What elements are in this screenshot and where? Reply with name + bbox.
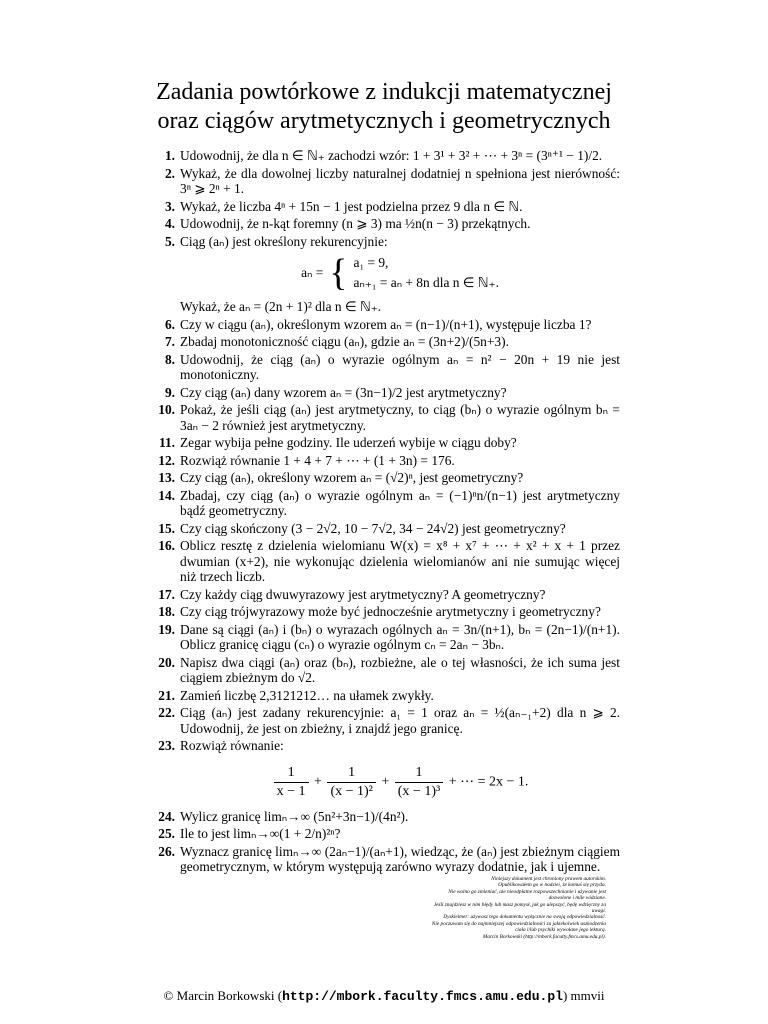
problem-12 [150,453,620,469]
numerator: 1 [274,764,309,783]
numerator: 1 [395,764,443,783]
problem-number: 17. [158,586,175,602]
copyright-line: Nie wolno go zmieniać, ale nieodpłatne rozpowszechnianie i używanie jest dozwolone i mile widziane. [448,888,606,902]
problem-text: Czy ciąg (aₙ) dany wzorem aₙ = (3n−1)/2 jest arytmetyczny? [180,384,507,400]
problem-16 [150,538,620,585]
title-line-2: oraz ciągów arytmetycznych i geometrycznych [157,108,611,134]
problem-number: 1. [164,148,175,163]
problem-number: 22. [158,705,175,720]
copyright-line: Marcin Borkowski (http://mbork.faculty.fmcs.amu.edu.pl). [482,933,606,940]
recurrence-formula [180,253,620,293]
problem-text: Zamień liczbę 2,3121212… na ułamek zwykły. [180,687,434,703]
problem-25 [150,826,620,842]
problem-text: Udowodnij, że ciąg (aₙ) o wyrazie ogólnym aₙ = n² − 20n + 19 nie jest monotoniczny. [180,351,620,382]
copyright-line: Nie poczuwam się do najmniejszej odpowiedzialności za jakiekolwiek uszkodzenia ciała i/lub psychiki wywołane jego lekturą. [431,920,606,934]
fraction-term-1 [274,764,309,801]
problem-18 [150,604,620,620]
fraction-term-3 [395,764,443,801]
problem-23 [150,738,620,801]
copyright-line: Jeśli znajdziesz w nim błędy lub masz pomysł, jak go ulepszyć, będę wdzięczny za uwagi. [433,901,606,915]
problem-number: 6. [164,316,175,332]
problem-text: Zegar wybija pełne godziny. Ile uderzeń wybije w ciągu doby? [180,435,517,450]
numerator: 1 [327,764,375,783]
problem-number: 8. [164,351,175,367]
title-line-1: Zadania powtórkowe z indukcji matematycznej [156,79,612,105]
problem-number: 23. [158,738,175,753]
fraction-term-2 [327,764,375,801]
copyright-notice [430,876,606,940]
problem-22 [150,705,620,736]
problem-text: Czy w ciągu (aₙ), określonym wzorem aₙ = (n−1)/(n+1), występuje liczba 1? [180,316,592,332]
problem-number: 4. [164,216,175,231]
denominator: x − 1 [276,783,306,799]
recurrence-case-1: a₁ = 9, [353,255,389,270]
problem-7 [150,334,620,350]
problem-text: Ile to jest limₙ→∞(1 + 2/n)²ⁿ? [180,826,341,841]
footer-prefix: © Marcin Borkowski ( [163,988,283,1003]
left-brace-icon: { [329,252,348,294]
series-tail: + ⋯ = 2x − 1. [448,774,529,790]
problem-text: Ciąg (aₙ) jest zadany rekurencyjnie: a₁ = 1 oraz aₙ = ½(aₙ₋₁+2) dla n ⩾ 2. Udowodnij, że jest on zbieżny, i znajdź jego granicę. [180,705,620,736]
problem-number: 13. [158,470,175,485]
problem-number: 21. [158,687,175,703]
problem-14 [150,488,620,519]
problem-number: 24. [158,808,175,824]
problem-text: Zbadaj monotoniczność ciągu (aₙ), gdzie aₙ = (3n+2)/(5n+3). [180,334,509,349]
problem-number: 9. [164,384,175,400]
series-equation: $\frac{1}{x - 1}$ + $\frac{1}{\text{(x − 1)²}}$ + $\frac{1}{\text{(x − 1)³}}$ + ⋯ = 2x − 1. [180,764,620,801]
problem-number: 15. [158,520,175,536]
problem-text: Napisz dwa ciągi (aₙ) oraz (bₙ), rozbieżne, ale o tej własności, że ich suma jest ciągiem zbieżnym do √2. [180,654,620,685]
problem-text: Zbadaj, czy ciąg (aₙ) o wyrazie ogólnym aₙ = (−1)ⁿn/(n−1) jest arytmetyczny bądź geometryczny. [180,487,620,518]
problem-11 [150,435,620,451]
recurrence-case-2: aₙ₊₁ = aₙ + 8n dla n ∈ ℕ₊. [353,275,499,290]
problem-19 [150,622,620,653]
problem-text: Rozwiąż równanie 1 + 4 + 7 + ⋯ + (1 + 3n) = 176. [180,452,455,468]
problem-number: 20. [158,654,175,670]
problem-text: Czy ciąg skończony (3 − 2√2, 10 − 7√2, 34 − 24√2) jest geometryczny? [180,520,566,536]
problem-text: Czy ciąg (aₙ), określony wzorem aₙ = (√2)ⁿ, jest geometryczny? [180,470,524,485]
problem-15 [150,521,620,537]
problem-text: Czy ciąg trójwyrazowy może być jednocześnie arytmetyczny i geometryczny? [180,604,601,619]
problem-number: 19. [158,621,175,637]
copyright-line: Niniejszy dokument jest chroniony prawem autorskim. [491,876,606,882]
page-footer [0,988,768,1004]
problem-number: 10. [158,402,175,417]
problem-number: 2. [164,165,175,181]
problem-number: 11. [159,435,175,450]
problem-list [150,148,620,877]
problem-17 [150,587,620,603]
problem-13 [150,470,620,486]
problem-text: Wylicz granicę limₙ→∞ (5n²+3n−1)/(4n²). [180,808,409,824]
problem-6 [150,317,620,333]
problem-5-claim: Wykaż, że aₙ = (2n + 1)² dla n ∈ ℕ₊. [180,299,382,314]
denominator: (x − 1)² [330,783,373,799]
problem-number: 3. [164,198,175,214]
problem-text: Rozwiąż równanie: [180,738,284,753]
problem-2 [150,166,620,197]
problem-10 [150,402,620,433]
problem-number: 7. [164,334,175,349]
problem-text: Wyznacz granicę limₙ→∞ (2aₙ−1)/(aₙ+1), wiedząc, że (aₙ) jest zbieżnym ciągiem geometrycznym, w którym występują zarówno wyrazy dodatnie, jak i ujemne. [180,843,620,874]
problem-24 [150,809,620,825]
footer-suffix: ) mmvii [562,988,605,1003]
problem-number: 26. [158,843,175,859]
problem-text: Pokaż, że jeśli ciąg (aₙ) jest arytmetyczny, to ciąg (bₙ) o wyrazie ogólnym bₙ = 3aₙ − 2 również jest arytmetyczny. [180,402,620,433]
problem-text: Wykaż, że liczba 4ⁿ + 15n − 1 jest podzielna przez 9 dla n ∈ ℕ. [180,198,523,214]
problem-number: 25. [158,826,175,841]
problem-text: Ciąg (aₙ) jest określony rekurencyjnie: [180,233,388,249]
denominator: (x − 1)³ [397,783,441,799]
problem-text: Udowodnij, że dla n ∈ ℕ₊ zachodzi wzór: 1 + 3¹ + 3² + ⋯ + 3ⁿ = (3ⁿ⁺¹ − 1)/2. [180,148,603,163]
copyright-line: Dyskleimer: używasz tego dokumentu wyłącznie na swoją odpowiedzialność. [443,914,606,921]
copyright-line: Opublikowałem go w nadziei, że komuś się przyda. [498,882,606,889]
problem-20 [150,655,620,686]
problem-26 [150,844,620,875]
problem-5 [150,234,620,315]
recurrence-lhs: aₙ = [301,265,324,281]
problem-4 [150,216,620,232]
problem-9 [150,385,620,401]
problem-text: Udowodnij, że n-kąt foremny (n ⩾ 3) ma ½n(n − 3) przekątnych. [180,216,531,231]
problem-text: Dane są ciągi (aₙ) i (bₙ) o wyrazach ogólnych aₙ = 3n/(n+1), bₙ = (2n−1)/(n+1). Oblicz granicę ciągu (cₙ) o wyrazie ogólnym cₙ = 2aₙ − 3bₙ. [180,621,620,652]
problem-number: 16. [158,538,175,553]
footer-url-link[interactable]: http://mbork.faculty.fmcs.amu.edu.pl [282,989,563,1004]
problem-21 [150,688,620,704]
problem-text: Czy każdy ciąg dwuwyrazowy jest arytmetyczny? A geometryczny? [180,586,546,602]
problem-8 [150,352,620,383]
problem-1 [150,148,620,164]
problem-number: 18. [158,604,175,619]
problem-text: Wykaż, że dla dowolnej liczby naturalnej dodatniej n spełniona jest nierówność: 3ⁿ ⩾ 2ⁿ + 1. [180,165,620,196]
problem-number: 5. [164,233,175,249]
problem-text: Oblicz resztę z dzielenia wielomianu W(x) = x⁸ + x⁷ + ⋯ + x² + x + 1 przez dwumian (x+2), nie wykonując dzielenia wielomianów ani nie sumując więcej niż trzech liczb. [180,538,620,584]
page-title [120,78,648,136]
problem-number: 12. [158,452,175,468]
problem-3 [150,199,620,215]
problem-number: 14. [158,487,175,503]
